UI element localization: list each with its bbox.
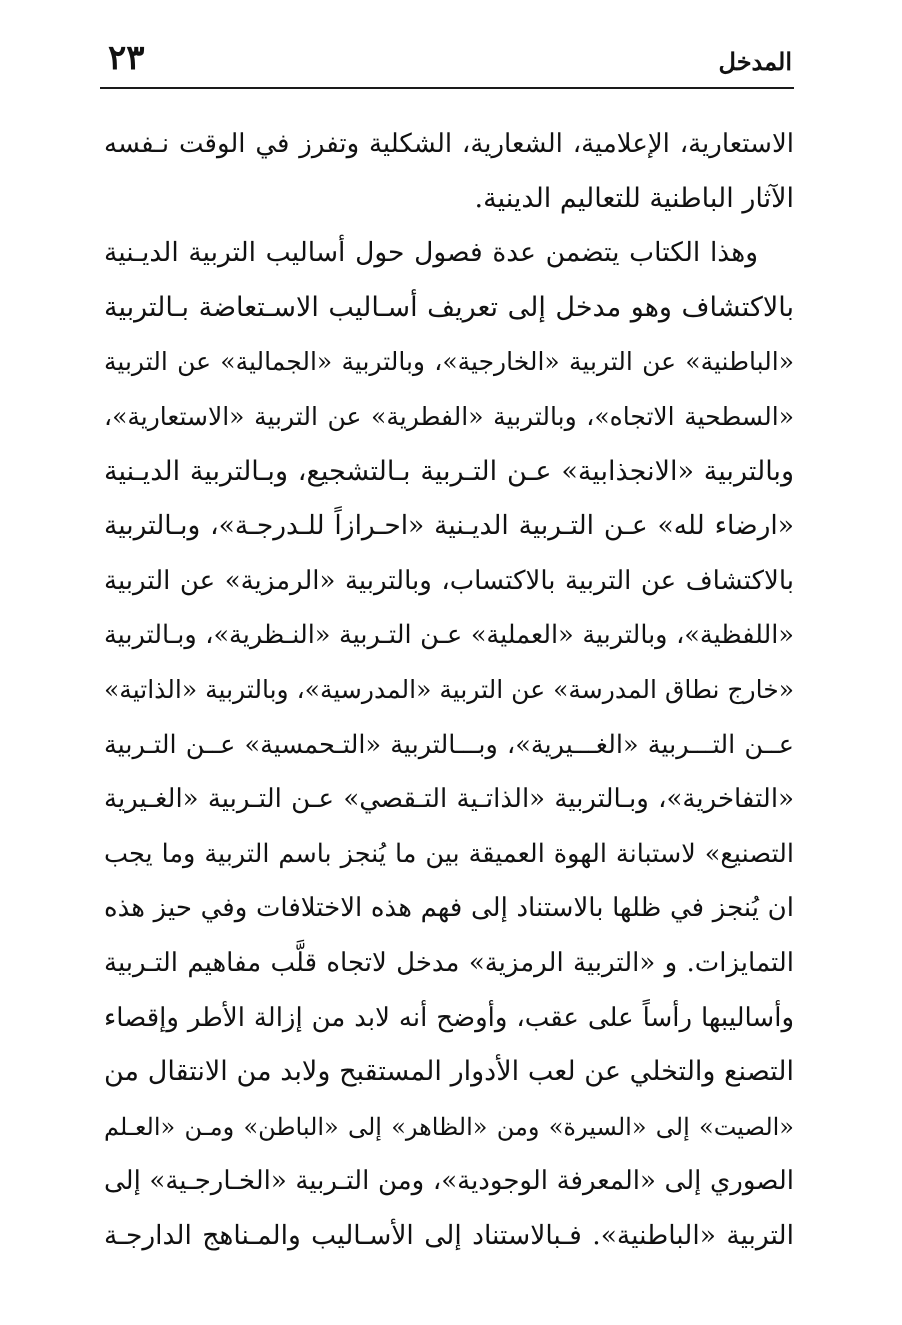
text-line: التربية «الباطنية». فـبالاستناد إلى الأسـاليب والمـناهج الدارجـة <box>104 1219 794 1251</box>
text-line: «الباطنية» عن التربية «الخارجية»، وبالتربية «الجمالية» عن التربية <box>104 347 794 377</box>
text-line: وأساليبها رأساً على عقب، وأوضح أنه لابد من إزالة الأطر وإقصاء <box>104 1002 794 1033</box>
text-line: «التفاخرية»، وبـالتربية «الذاتـية التـقصي» عـن التـربية «الغـيرية <box>104 784 794 815</box>
text-line: بالاكتشاف عن التربية بالاكتساب، وبالتربية «الرمزية» عن التربية <box>104 565 794 596</box>
text-line: الآثار الباطنية للتعاليم الدينية. <box>474 182 794 214</box>
page-number: ٢٣ <box>108 38 145 78</box>
text-line: ان يُنجز في ظلها بالاستناد إلى فهم هذه الاختلافات وفي حيز هذه <box>104 893 794 924</box>
text-line: وبالتربية «الانجذابية» عـن التـربية بـالتشجيع، وبـالتربية الديـنية <box>104 455 794 487</box>
text-line: الاستعارية، الإعلامية، الشعارية، الشكلية وتفرز في الوقت نـفسه <box>104 129 794 159</box>
text-line: بالاكتشاف وهو مدخل إلى تعريف أسـاليب الاسـتعاضة بـالتربية <box>104 291 794 323</box>
text-line: وهذا الكتاب يتضمن عدة فصول حول أساليب التربية الديـنية <box>104 237 758 269</box>
text-line: التصنع والتخلي عن لعب الأدوار المستقبح ولابد من الانتقال من <box>104 1056 794 1088</box>
page-header <box>100 38 792 86</box>
text-line: «خارج نطاق المدرسة» عن التربية «المدرسية»، وبالتربية «الذاتية» <box>104 674 794 704</box>
text-line: عــن التـــربية «الغـــيرية»، وبـــالتربية «التـحمسية» عــن التـربية <box>104 729 794 760</box>
text-line: التصنيع» لاستبانة الهوة العميقة بين ما يُنجز باسم التربية وما يجب <box>104 838 794 869</box>
text-line: التمايزات. و «التربية الرمزية» مدخل لاتجاه قلَّب مفاهيم التـربية <box>104 947 794 978</box>
text-line: «السطحية الاتجاه»، وبالتربية «الفطرية» عن التربية «الاستعارية»، <box>104 401 794 431</box>
text-line: «ارضاء لله» عـن التـربية الديـنية «احـرازاً للـدرجـة»، وبـالتربية <box>104 510 794 542</box>
header-divider <box>100 87 794 89</box>
text-line: «اللفظية»، وبالتربية «العملية» عـن التـربية «النـظرية»، وبـالتربية <box>104 620 794 651</box>
running-head: المدخل <box>718 47 792 76</box>
body-text <box>104 117 794 1263</box>
text-line: «الصيت» إلى «السيرة» ومن «الظاهر» إلى «الباطن» ومـن «العـلم <box>104 1112 794 1141</box>
text-line: الصوري إلى «المعرفة الوجودية»، ومن التـربية «الخـارجـية» إلى <box>104 1166 794 1197</box>
